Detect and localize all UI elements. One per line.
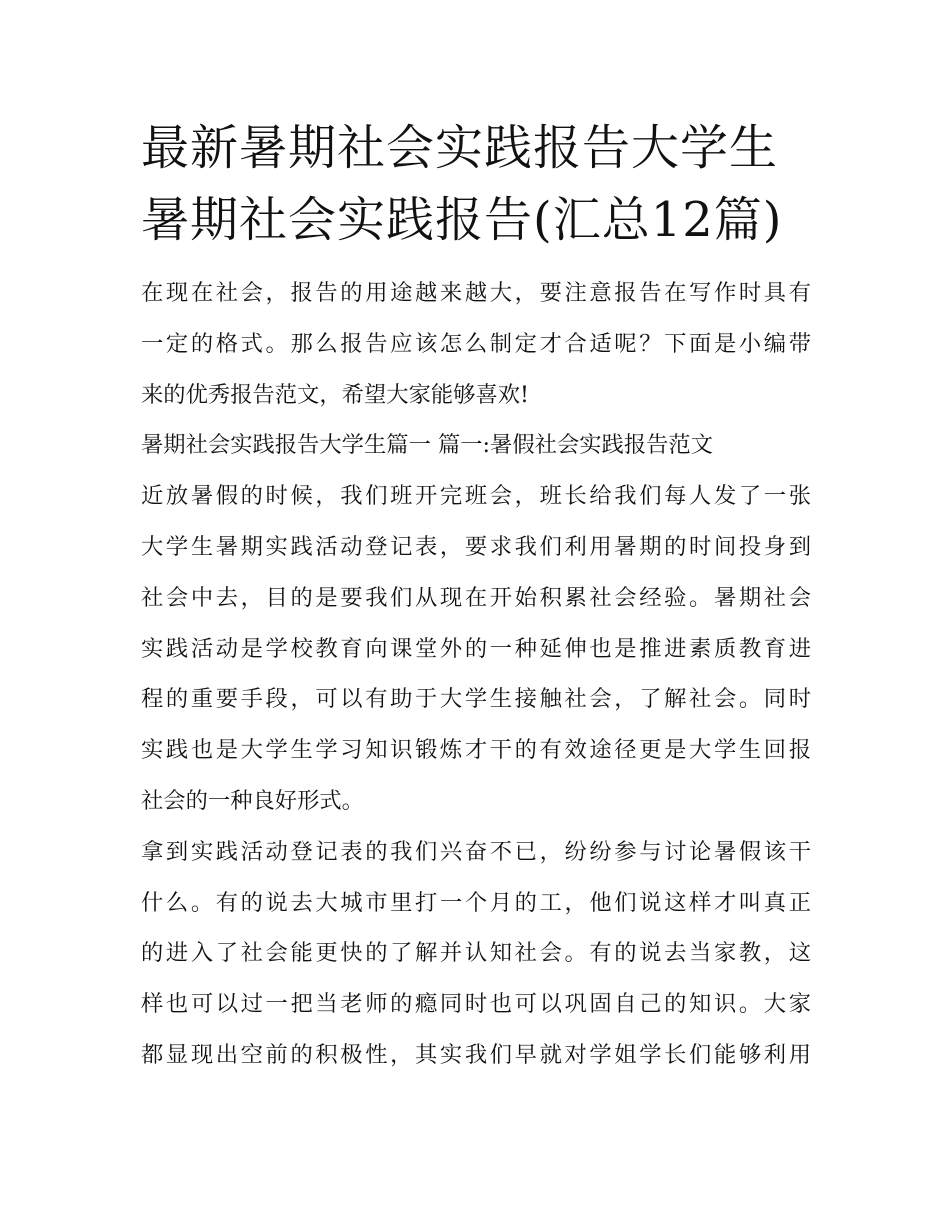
text-line: 社会的一种良好形式。 <box>141 787 364 814</box>
title-line: 最新暑期社会实践报告大学生 <box>141 120 779 176</box>
text-line: 的进入了社会能更快的了解并认知社会。有的说去当家教，这 <box>141 940 811 967</box>
text-line: 都显现出空前的积极性，其实我们早就对学姐学长们能够利用 <box>141 1041 811 1068</box>
text-line: 来的优秀报告范文，希望大家能够喜欢! <box>141 381 530 408</box>
text-line: 社会中去，目的是要我们从现在开始积累社会经验。暑期社会 <box>141 584 811 611</box>
text-line: 一定的格式。那么报告应该怎么制定才合适呢？下面是小编带 <box>141 330 811 357</box>
body-paragraph <box>141 827 811 1081</box>
text-line: 大学生暑期实践活动登记表，要求我们利用暑期的时间投身到 <box>141 533 811 560</box>
text-line: 样也可以过一把当老师的瘾同时也可以巩固自己的知识。大家 <box>141 991 811 1018</box>
body-paragraph <box>141 471 811 827</box>
title-line: 暑期社会实践报告(汇总12篇) <box>141 192 783 248</box>
document-title <box>141 112 811 256</box>
text-line: 在现在社会，报告的用途越来越大，要注意报告在写作时具有 <box>141 280 811 306</box>
text-line: 近放暑假的时候，我们班开完班会，班长给我们每人发了一张 <box>141 483 811 510</box>
section-heading <box>141 420 811 471</box>
document-content <box>141 112 811 1081</box>
document-body <box>141 268 811 1081</box>
intro-paragraph <box>141 268 811 420</box>
text-line: 实践活动是学校教育向课堂外的一种延伸也是推进素质教育进 <box>141 635 811 662</box>
text-line: 拿到实践活动登记表的我们兴奋不已，纷纷参与讨论暑假该干 <box>141 838 811 865</box>
text-line: 暑期社会实践报告大学生篇一 篇一:暑假社会实践报告范文 <box>141 432 714 459</box>
text-line: 什么。有的说去大城市里打一个月的工，他们说这样才叫真正 <box>141 889 811 916</box>
text-line: 实践也是大学生学习知识锻炼才干的有效途径更是大学生回报 <box>141 737 811 764</box>
text-line: 程的重要手段，可以有助于大学生接触社会，了解社会。同时 <box>141 686 811 713</box>
